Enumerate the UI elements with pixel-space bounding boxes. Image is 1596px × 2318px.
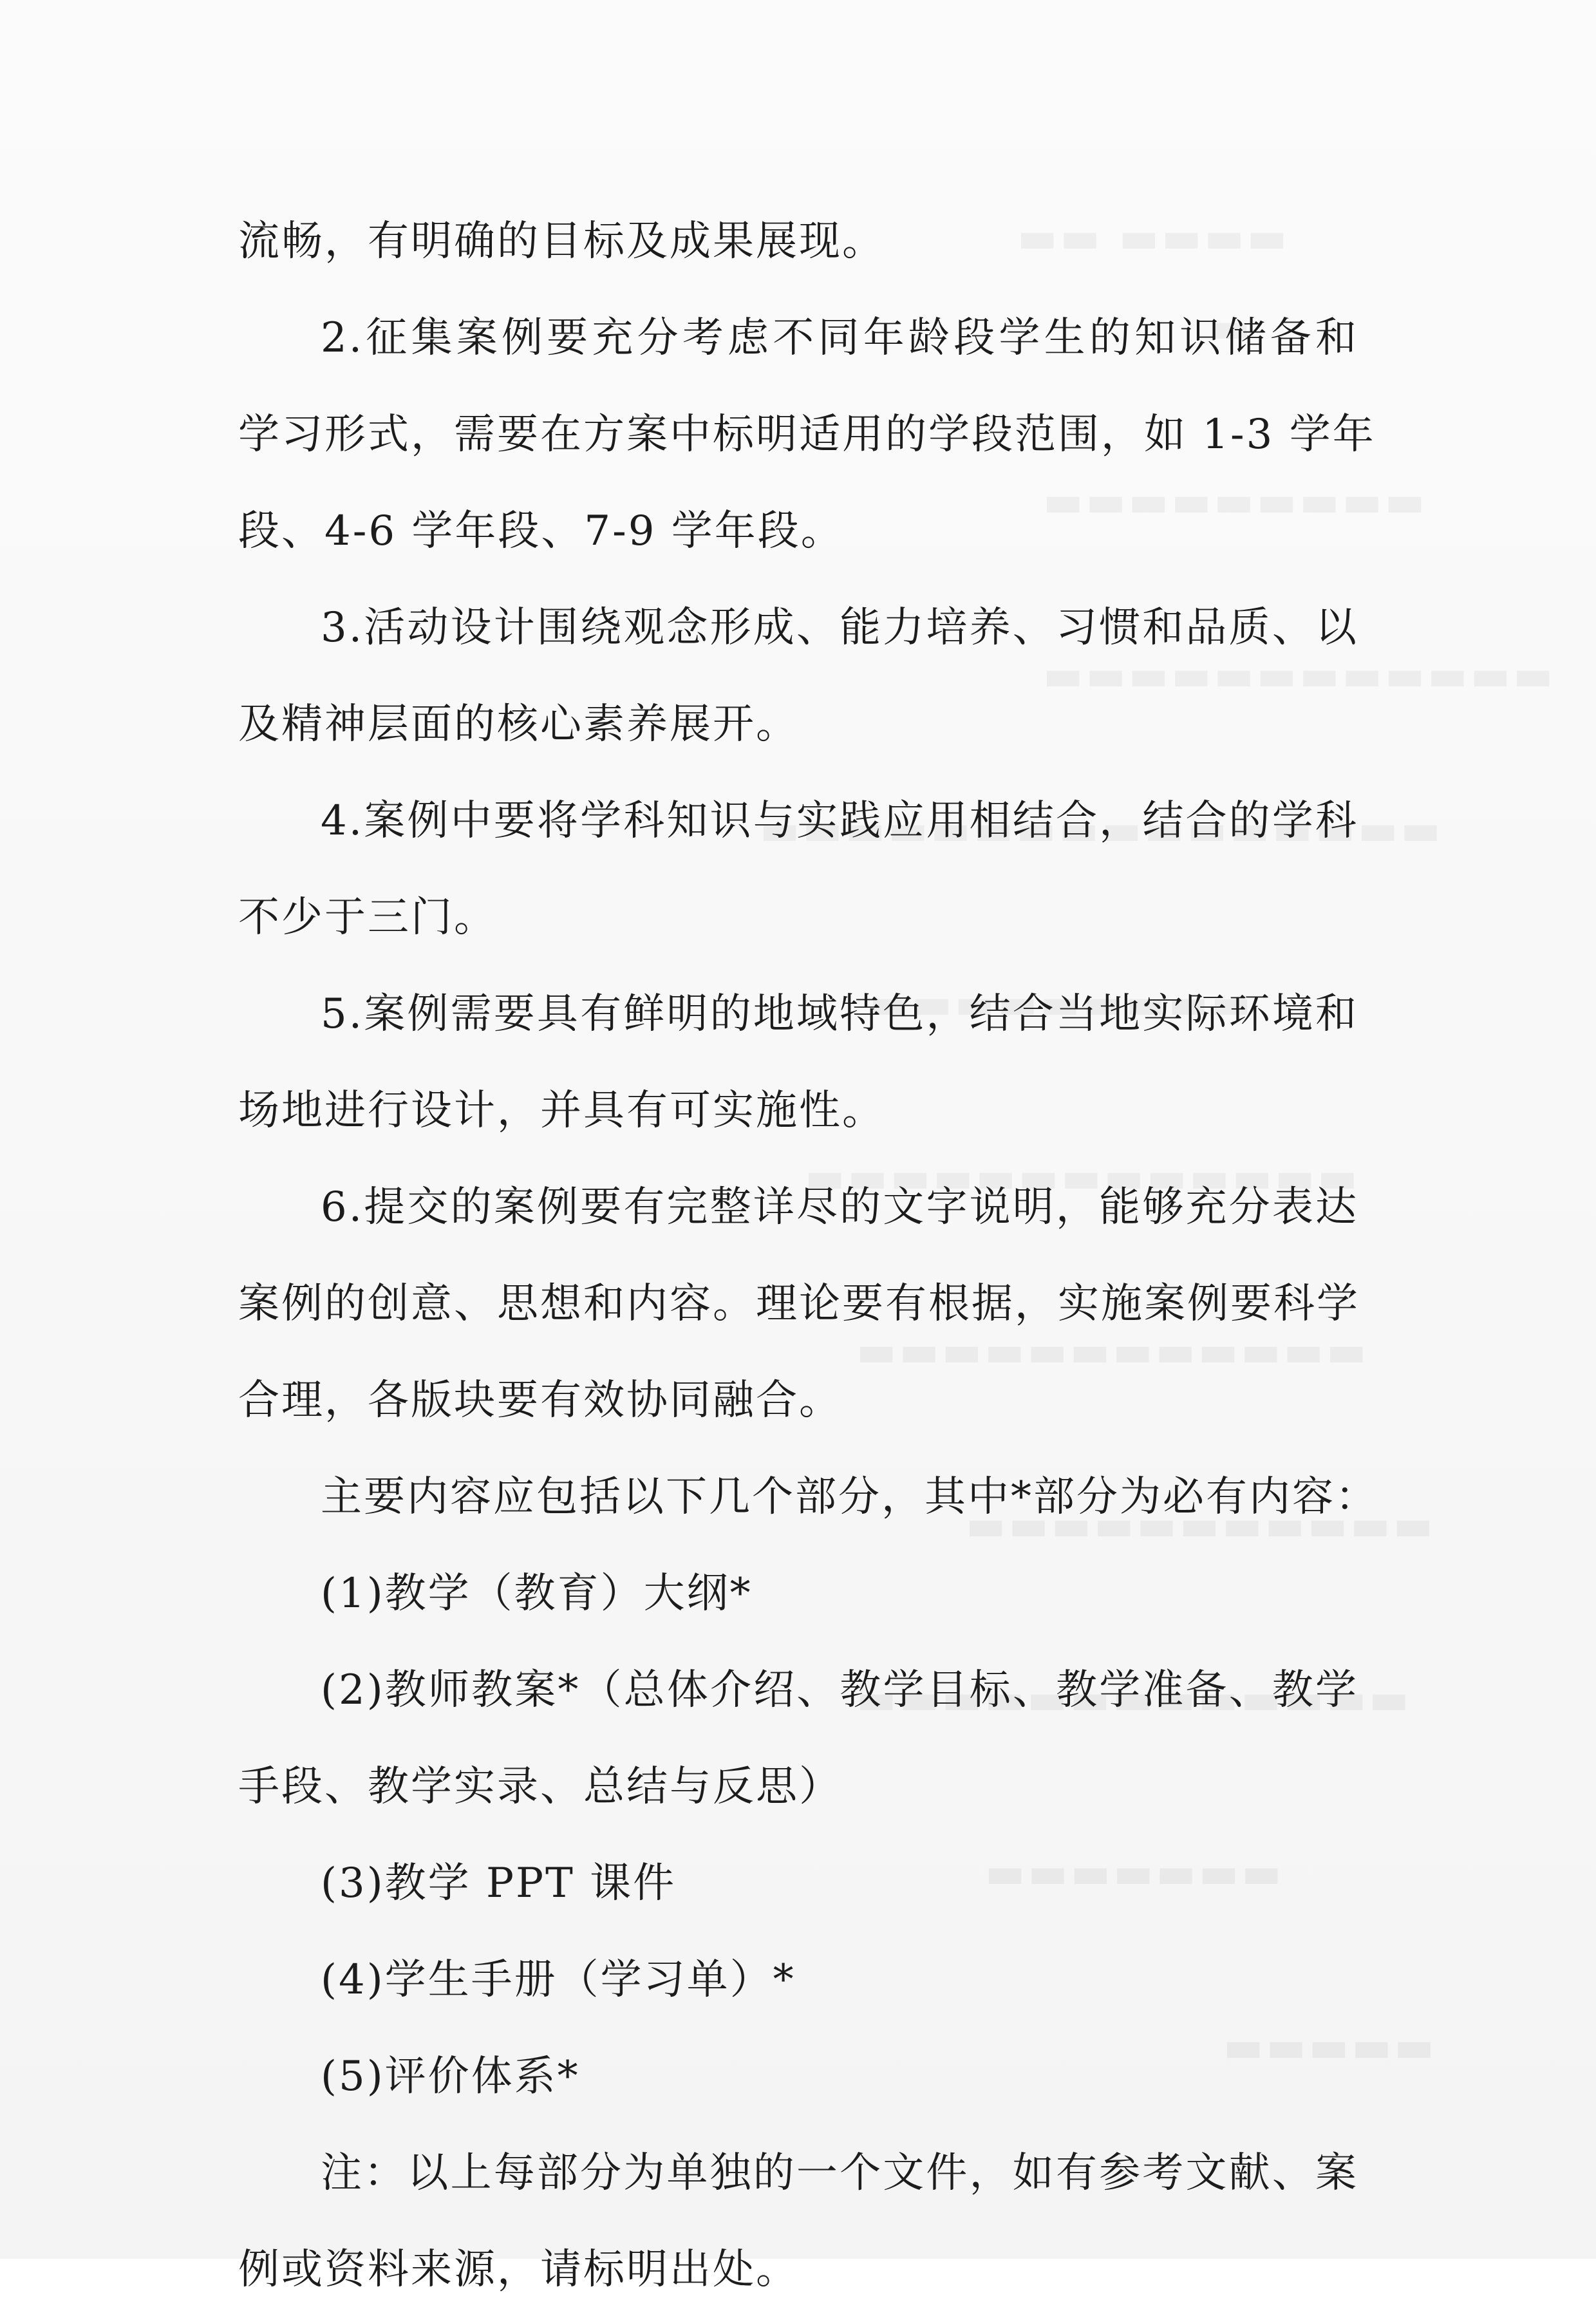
note-line: 注：以上每部分为单独的一个文件，如有参考文献、案 xyxy=(321,2149,1358,2197)
body-line: 案例的创意、思想和内容。理论要有根据，实施案例要科学 xyxy=(238,1280,1360,1328)
body-line: 流畅，有明确的目标及成果展现。 xyxy=(238,218,885,265)
body-line: 6.提交的案例要有完整详尽的文字说明，能够充分表达 xyxy=(321,1183,1358,1231)
list-item: (2)教师教案*（总体介绍、教学目标、教学准备、教学 xyxy=(321,1666,1358,1714)
body-line: 合理，各版块要有效协同融合。 xyxy=(238,1377,842,1424)
list-item: (1)教学（教育）大纲* xyxy=(321,1570,753,1617)
body-line: 2.征集案例要充分考虑不同年龄段学生的知识储备和 xyxy=(321,314,1358,362)
body-line: 场地进行设计，并具有可实施性。 xyxy=(238,1087,885,1135)
body-line: 主要内容应包括以下几个部分，其中*部分为必有内容： xyxy=(321,1473,1378,1521)
list-item: (4)学生手册（学习单）* xyxy=(321,1956,796,2004)
list-item: (3)教学 PPT 课件 xyxy=(321,1860,677,1907)
list-item: (5)评价体系* xyxy=(321,2053,580,2100)
body-line: 5.案例需要具有鲜明的地域特色，结合当地实际环境和 xyxy=(321,990,1358,1038)
body-line: 3.活动设计围绕观念形成、能力培养、习惯和品质、以 xyxy=(321,604,1358,652)
body-line: 不少于三门。 xyxy=(238,894,497,941)
body-line: 学习形式，需要在方案中标明适用的学段范围，如 1-3 学年 xyxy=(238,411,1376,458)
note-line: 例或资料来源，请标明出处。 xyxy=(238,2246,799,2294)
body-line: 段、4-6 学年段、7-9 学年段。 xyxy=(238,507,844,555)
body-line: 手段、教学实录、总结与反思） xyxy=(238,1763,842,1811)
document-body xyxy=(238,193,1378,2318)
body-line: 4.案例中要将学科知识与实践应用相结合，结合的学科 xyxy=(321,797,1358,845)
body-line: 及精神层面的核心素养展开。 xyxy=(238,701,799,748)
